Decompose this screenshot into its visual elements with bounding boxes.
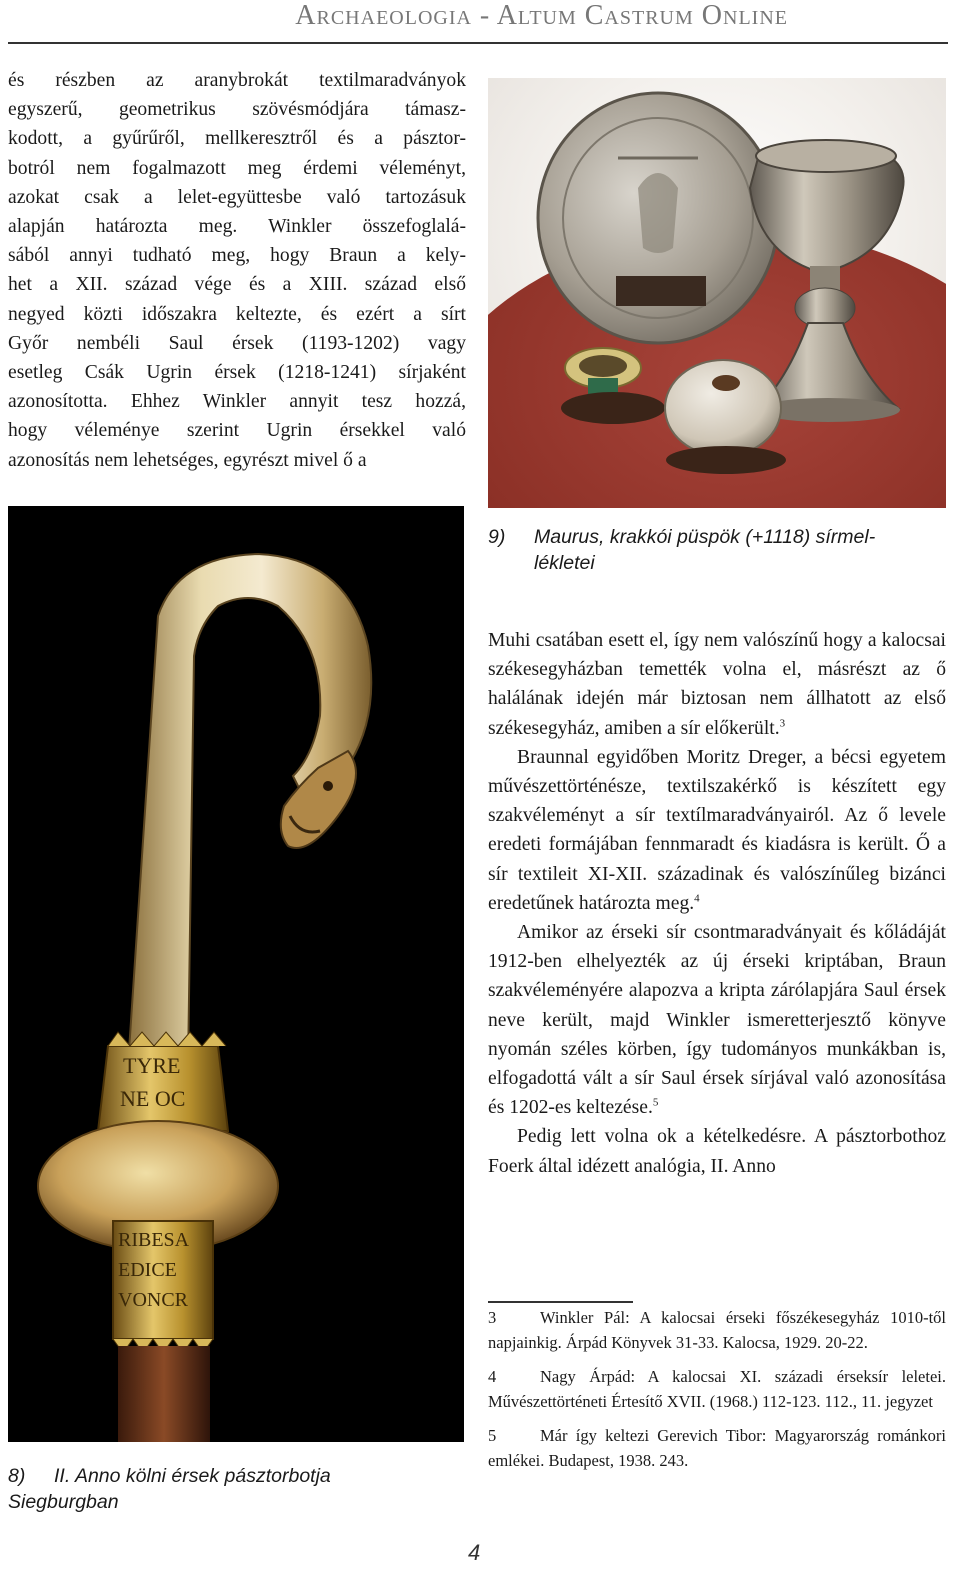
footnote-number: 5 — [488, 1426, 497, 1445]
paragraph-1-text: Muhi csatában esett el, így nem valószínű hogy a kalocsai székesegyházban temették volna el, másrészt az ő halálának idején már biztosan nem állhatott az első székesegyház, amiben a sír előkerült. — [488, 630, 946, 739]
footnote-text: Winkler Pál: A kalocsai érseki főszékesegyház 1010-től napjainkig. Árpád Könyvek 31-33. Kalocsa, 1929. 20-22. — [488, 1308, 946, 1352]
grave-goods-illustration — [488, 78, 946, 508]
footnote-divider — [488, 1301, 633, 1303]
left-text-line: és részben az aranybrokát textilmaradványok — [8, 70, 466, 91]
figure-9-photo — [488, 78, 946, 508]
left-text-line: azonosította. Ehhez Winkler annyit tesz hozzá, — [8, 391, 466, 413]
left-text-line: hogy véleménye szerint Ugrin érsekkel való — [8, 420, 466, 442]
left-column-text — [8, 66, 466, 475]
page-number: 4 — [468, 1540, 481, 1565]
left-text-line: azokat csak a lelet-együttesbe való tartozásuk — [8, 186, 466, 208]
figure-9-number: 9) — [488, 526, 506, 548]
inscription-top-line1: TYRE — [123, 1053, 181, 1078]
inscription-band-line1: RIBESA — [118, 1229, 190, 1251]
paragraph-2 — [488, 743, 946, 918]
footnote-4 — [488, 1365, 946, 1414]
crozier-illustration — [8, 506, 464, 1442]
figure-8-caption-line1: II. Anno kölni érsek pásztorbotja — [54, 1465, 331, 1487]
footnote-number: 3 — [488, 1308, 497, 1327]
footnote-ref-5[interactable]: 5 — [652, 1096, 659, 1109]
figure-9-caption-line2: lékletei — [534, 552, 595, 574]
left-text-line: alapján határozta meg. Winkler összefoglalá- — [8, 216, 466, 238]
paragraph-3-text: Amikor az érseki sír csontmaradványait és kőládáját 1912-ben elhelyezték az új érseki kriptában, Braun szakvéleményére alapozva a kripta zárólapjára Saul érsek neve került, majd Winkler ismeretterjesztő könyve nyomán széles körben, így tudományos munkákban is, elfogadottá vált a sír Saul érsek sírjával való azonosítása és 1202-es keltezése. — [488, 922, 946, 1119]
left-paragraph — [8, 66, 466, 475]
left-text-line: egyszerű, geometrikus szövésmódjára támasz- — [8, 99, 466, 121]
figure-8-caption — [8, 1463, 458, 1515]
footnote-text: Nagy Árpád: A kalocsai XI. századi érseksír leletei. Művészettörténeti Értesítő XVII. (1968.) 112-123. 112., 11. jegyzet — [488, 1367, 946, 1411]
left-text-line: Győr nembéli Saul érsek (1193-1202) vagy — [8, 332, 466, 354]
footnote-5 — [488, 1424, 946, 1473]
footnote-3 — [488, 1306, 946, 1355]
left-text-line: sából annyi tudható meg, hogy Braun a kely- — [8, 245, 466, 267]
left-text-line: azonosítás nem lehetséges, egyrészt mivel ő a — [8, 449, 367, 471]
inscription-top-line2: NE OC — [120, 1086, 186, 1111]
footnotes — [488, 1306, 946, 1483]
left-text-line: kodott, a gyűrűről, mellkeresztről és a pásztor- — [8, 128, 466, 150]
paragraph-3 — [488, 918, 946, 1122]
left-text-line: het a XII. század vége és a XIII. század első — [8, 274, 466, 296]
page-header — [8, 0, 948, 44]
inscription-band-line2: EDICE — [118, 1259, 177, 1281]
left-text-line: botról nem fogalmazott meg érdemi véleményt, — [8, 157, 466, 179]
right-column-text — [488, 626, 946, 1181]
paragraph-4: Pedig lett volna ok a kételkedésre. A pásztorbothoz Foerk által idézett analógia, II. Anno — [488, 1126, 946, 1177]
footnote-ref-4[interactable]: 4 — [694, 892, 700, 905]
figure-9-caption-line1: Maurus, krakkói püspök (+1118) sírmel- — [534, 526, 876, 548]
inscription-band-line3: VONCR — [118, 1289, 189, 1311]
paragraph-2-text: Braunnal egyidőben Moritz Dreger, a bécsi egyetem művészettörténésze, textilszakérkő is készített egy szakvéleményt a sír textílmaradványairól. Az ő levele eredeti formájában fennmaradt és kiadásra is került. Ő a sír textileit XI-XII. századinak és valószínűleg bizánci eredetűnek határozta meg. — [488, 746, 946, 914]
footnote-number: 4 — [488, 1367, 497, 1386]
journal-title: Archaeologia - Altum Castrum Online — [295, 0, 788, 31]
figure-8-photo — [8, 506, 464, 1442]
figure-8-number: 8) — [8, 1465, 26, 1487]
figure-8-caption-line2: Siegburgban — [8, 1491, 119, 1513]
footnote-ref-3[interactable]: 3 — [779, 717, 786, 730]
footnote-text: Már így keltezi Gerevich Tibor: Magyarország románkori emlékei. Budapest, 1938. 243. — [488, 1426, 946, 1470]
figure-9-caption — [488, 524, 938, 576]
paragraph-1 — [488, 626, 946, 743]
left-text-line: esetleg Csák Ugrin érsek (1218-1241) sírjaként — [8, 362, 466, 384]
left-text-line: negyed közti időszakra keltezte, és ezért a sírt — [8, 303, 466, 325]
